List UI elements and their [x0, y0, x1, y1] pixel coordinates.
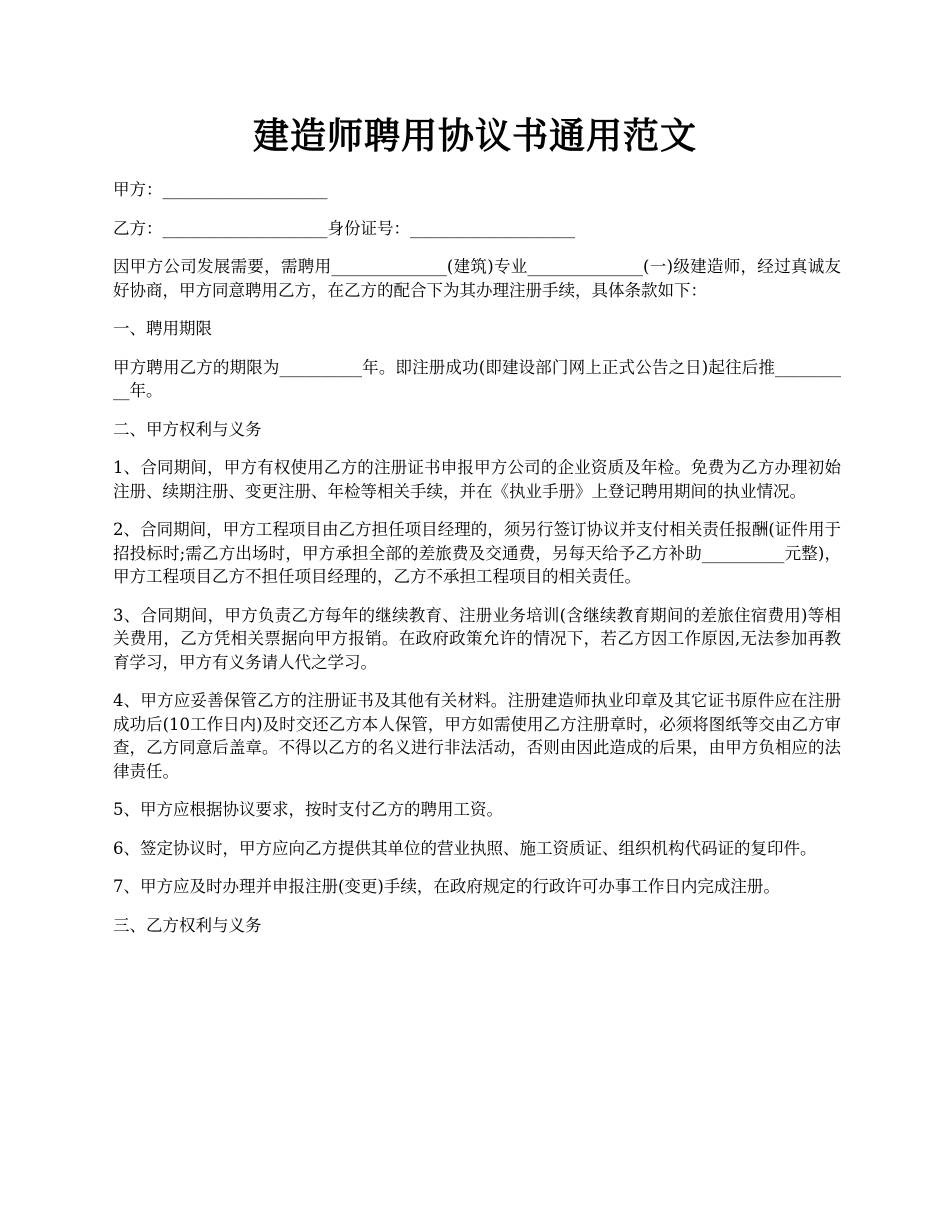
party-b-line: 乙方：____________________身份证号：____________________: [113, 218, 575, 238]
intro-paragraph: 因甲方公司发展需要，需聘用______________(建筑)专业______________(一)级建造师，经过真诚友好协商，甲方同意聘用乙方，在乙方的配合下为其办理注册手续，具体条款如下：: [113, 257, 841, 300]
clause-a-1: 1、合同期间，甲方有权使用乙方的注册证书申报甲方公司的企业资质及年检。免费为乙方办理初始注册、续期注册、变更注册、年检等相关手续，并在《执业手册》上登记聘用期间的执业情况。: [113, 458, 841, 501]
document-body: [113, 178, 841, 952]
clause-a-5: 5、甲方应根据协议要求，按时支付乙方的聘用工资。: [113, 800, 503, 819]
clause-a-6: 6、签定协议时，甲方应向乙方提供其单位的营业执照、施工资质证、组织机构代码证的复印件。: [113, 838, 817, 858]
section-heading-party-a: 二、甲方权利与义务: [113, 419, 262, 439]
clause-a-4: 4、甲方应妥善保管乙方的注册证书及其他有关材料。注册建造师执业印章及其它证书原件应在注册成功后(10工作日内)及时交还乙方本人保管，甲方如需使用乙方注册章时，必须将图纸等交由乙方审查，乙方同意后盖章。不得以乙方的名义进行非法活动，否则由因此造成的后果，由甲方负相应的法律责任。: [113, 691, 841, 781]
section-heading-party-b: 三、乙方权利与义务: [113, 915, 262, 935]
clause-a-2: 2、合同期间，甲方工程项目由乙方担任项目经理的，须另行签订协议并支付相关责任报酬(证件用于招投标时;需乙方出场时，甲方承担全部的差旅费及交通费，另每天给予乙方补助__________元整)，甲方工程项目乙方不担任项目经理的，乙方不承担工程项目的相关责任。: [113, 520, 841, 586]
party-a-line: 甲方：____________________: [113, 180, 328, 199]
term-paragraph: 甲方聘用乙方的期限为__________年。即注册成功(即建设部门网上正式公告之日)起往后推__________年。: [113, 357, 841, 400]
section-heading-term: 一、聘用期限: [113, 319, 212, 338]
document-title: 建造师聘用协议书通用范文: [252, 115, 697, 157]
clause-a-3: 3、合同期间，甲方负责乙方每年的继续教育、注册业务培训(含继续教育期间的差旅住宿费用)等相关费用，乙方凭相关票据向甲方报销。在政府政策允许的情况下，若乙方因工作原因,无法参加再教育学习，甲方有义务请人代之学习。: [113, 605, 841, 672]
clause-a-7: 7、甲方应及时办理并申报注册(变更)手续，在政府规定的行政许可办事工作日内完成注册。: [113, 877, 780, 896]
